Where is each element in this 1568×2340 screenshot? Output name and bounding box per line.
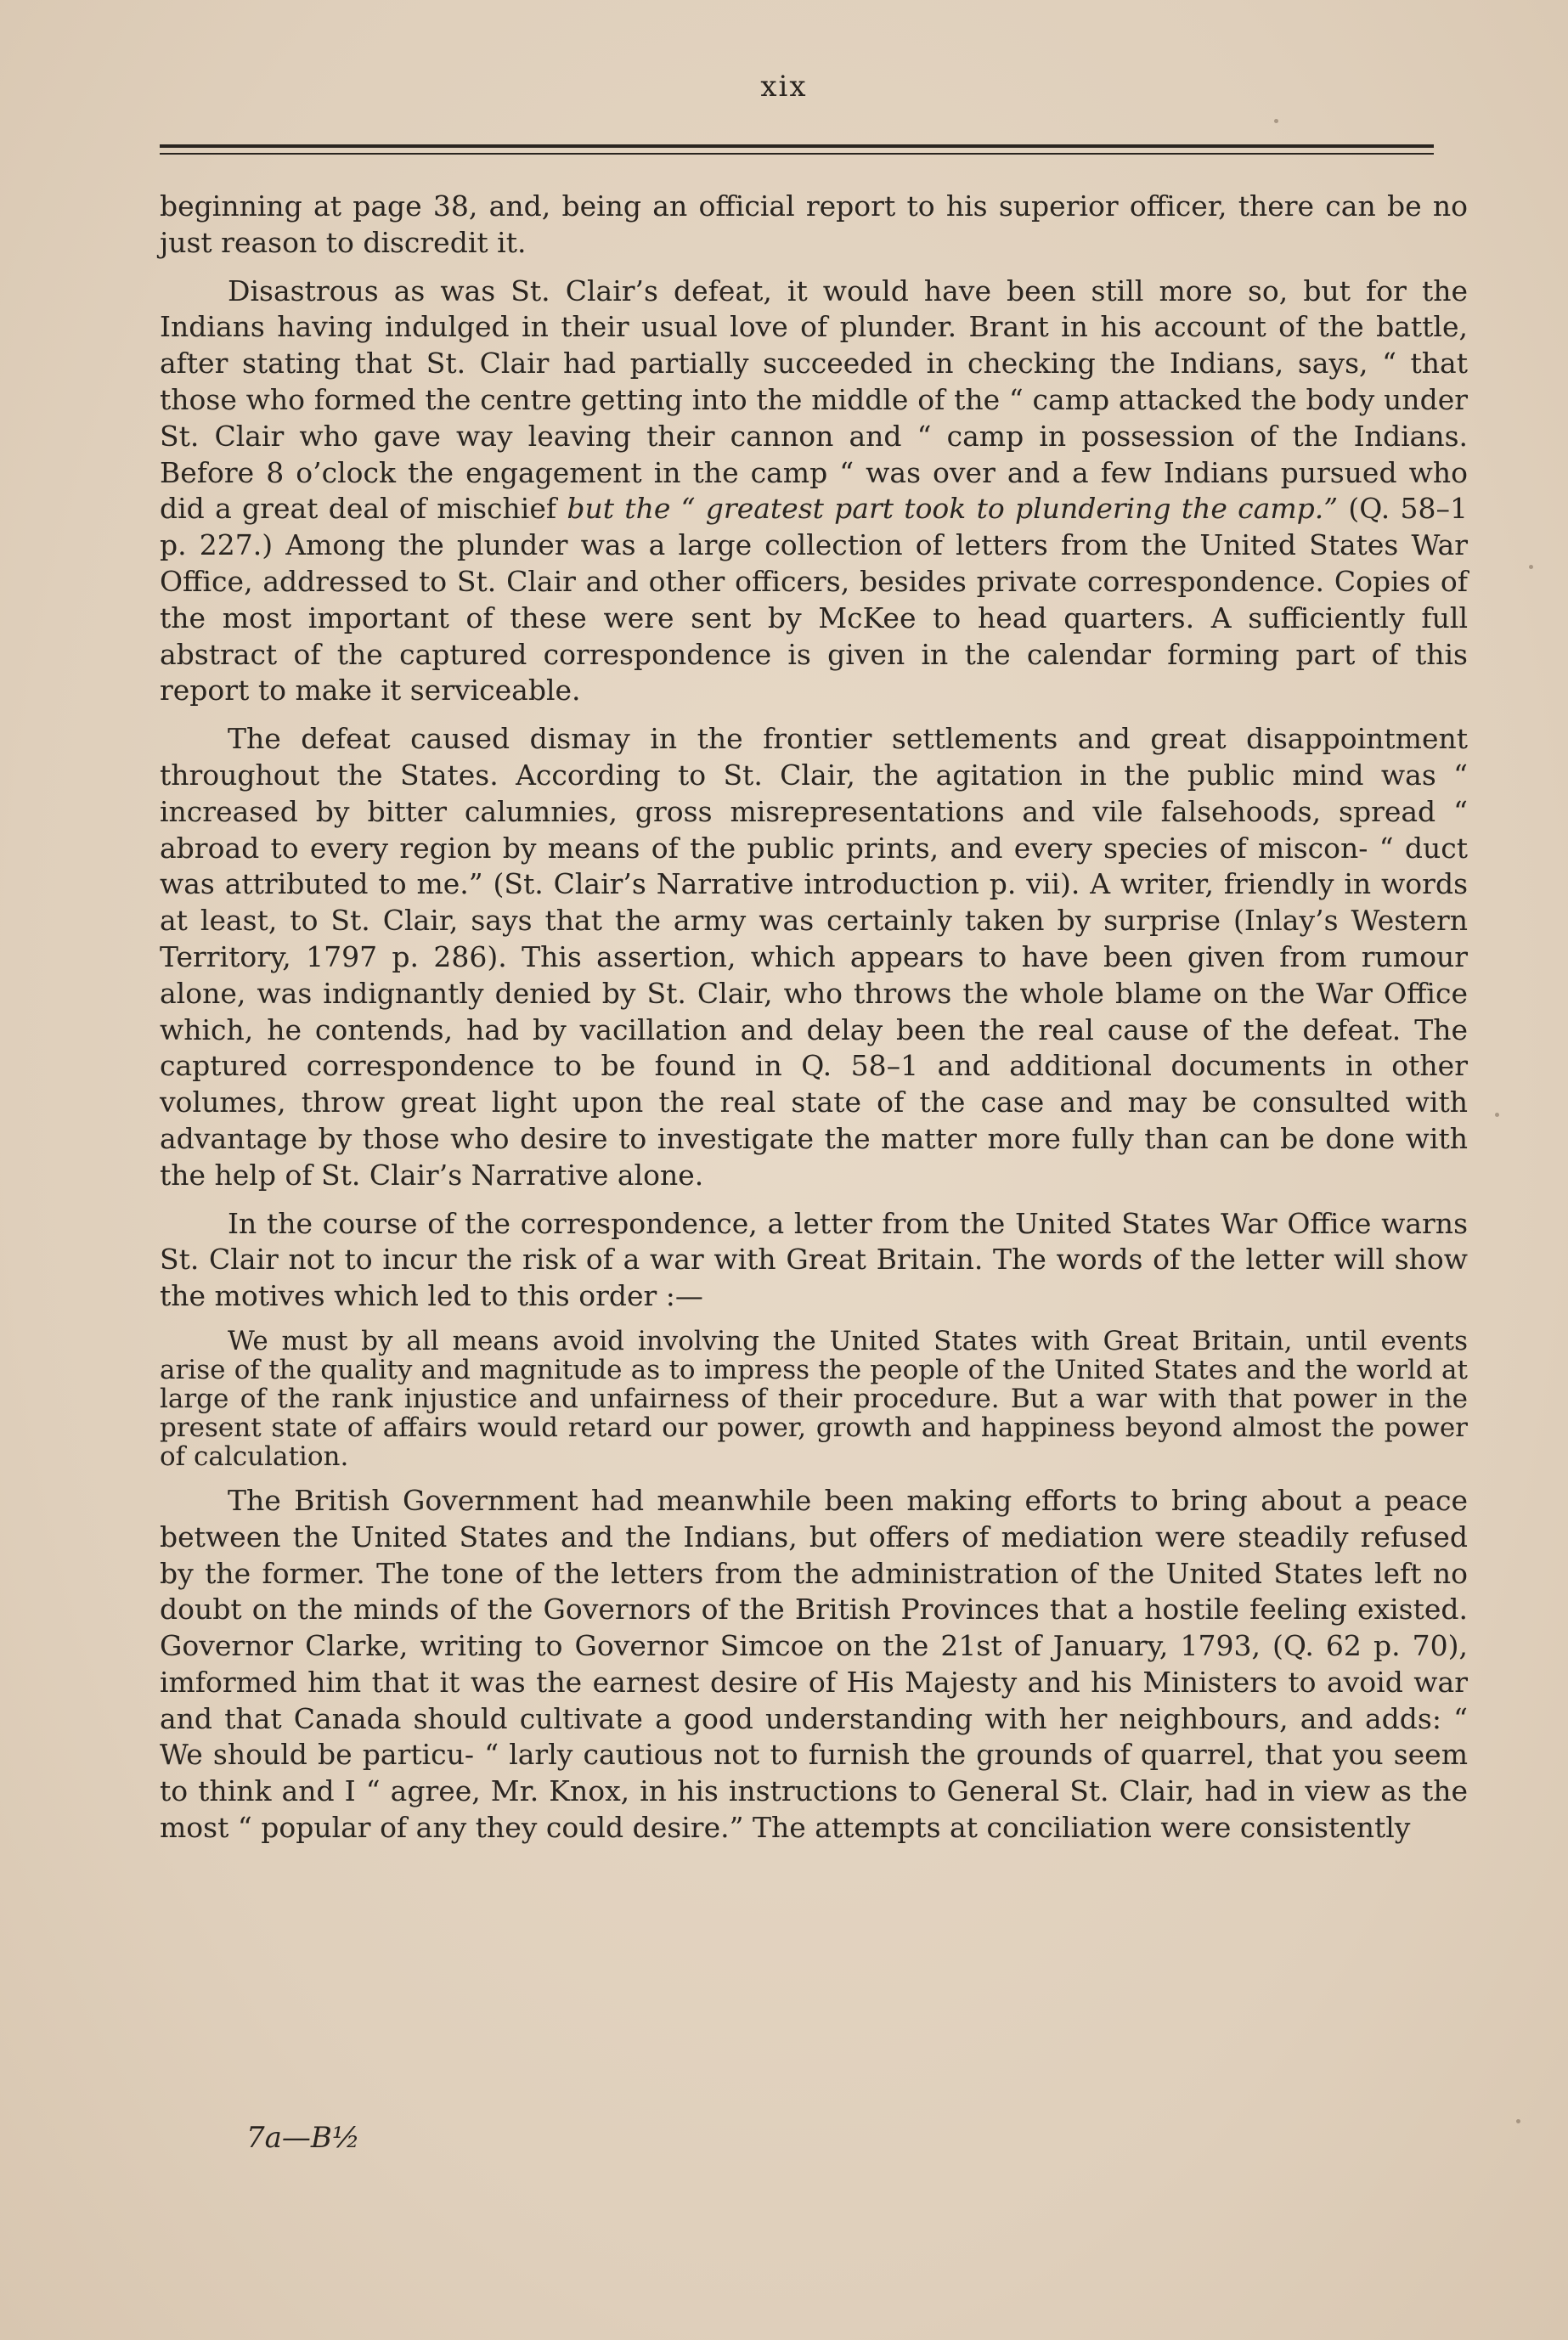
paper-speck: [1529, 565, 1533, 569]
page-number: xix: [760, 70, 808, 104]
header-rule-thick: [160, 144, 1434, 148]
paragraph-2-main: Disastrous as was St. Clair’s defeat, it would have been still more so, but for the Indians having indulged in their usual love of plunder. Brant in his account of the battle, after stating that St. Clair had partially succeeded in checking the Indians, says, “ that those who formed the centre getting into the middle of the “ camp attacked the body under St. Clair who gave way leaving their cannon and “ camp in possession of the Indians. Before 8 o’clock the engagement in the camp “ was over and a few Indians pursued who did a great deal of mischief: [160, 273, 1468, 526]
paragraph-1: beginning at page 38, and, being an official report to his superior officer, there can be no just reason to discredit it.: [160, 189, 1468, 259]
paragraph-4: In the course of the correspondence, a letter from the United States War Office warns St. Clair not to incur the risk of a war with Great Britain. The words of the letter will show the motives which led to this order :—: [160, 1206, 1468, 1313]
signature-mark: 7a—B½: [246, 2121, 360, 2155]
paragraph-2-italic-quote: but the “ greatest part took to plundering the camp.”: [567, 492, 1339, 526]
paragraph-3: The defeat caused dismay in the frontier settlements and great disappointment throughout the States. According to St. Clair, the agitation in the public mind was “ increased by bitter calumnies, gross misrepresentations and vile falsehoods, spread “ abroad to every region by means of the public prints, and every species of miscon- “ duct was attributed to me.” (St. Clair’s Narrative introduction p. vii). A writer, friendly in words at least, to St. Clair, says that the army was certainly taken by surprise (Inlay’s Western Territory, 1797 p. 286). This assertion, which appears to have been given from rumour alone, was indignantly denied by St. Clair, who throws the whole blame on the War Office which, he contends, had by vacillation and delay been the real cause of the defeat. The captured correspondence to be found in Q. 58–1 and additional documents in other volumes, throw great light upon the real state of the case and may be consulted with advantage by those who desire to investigate the matter more fully than can be done with the help of St. Clair’s Narrative alone.: [160, 722, 1468, 1192]
block-quote: We must by all means avoid involving the United States with Great Britain, until events arise of the quality and magnitude as to impress the people of the United States and the world at large of the rank injustice and unfairness of their procedure. But a war with that power in the present state of affairs would retard our power, growth and happiness beyond almost the power of calculation.: [160, 1325, 1468, 1472]
paper-speck: [1274, 119, 1278, 123]
body-text: [160, 189, 1468, 1847]
paragraph-2: [160, 273, 1468, 710]
paragraph-2-tail: (Q. 58–1 p. 227.) Among the plunder was a large collection of letters from the United States War Office, addressed to St. Clair and other officers, besides private correspondence. Copies of the most important of these were sent by McKee to head quarters. A sufficiently full abstract of the captured correspondence is given in the calendar forming part of this report to make it serviceable.: [160, 492, 1468, 708]
paper-speck: [1495, 1113, 1499, 1117]
paragraph-5: The British Government had meanwhile been making efforts to bring about a peace between the United States and the Indians, but offers of mediation were steadily refused by the former. The tone of the letters from the administration of the United States left no doubt on the minds of the Governors of the British Provinces that a hostile feeling existed. Governor Clarke, writing to Governor Simcoe on the 21st of January, 1793, (Q. 62 p. 70), imformed him that it was the earnest desire of His Majesty and his Ministers to avoid war and that Canada should cultivate a good understanding with her neighbours, and adds: “ We should be particu- “ larly cautious not to furnish the grounds of quarrel, that you seem to think and I “ agree, Mr. Knox, in his instructions to General St. Clair, had in view as the most “ popular of any they could desire.” The attempts at conciliation were consistently: [160, 1483, 1468, 1845]
header-rule-thin: [160, 153, 1434, 155]
paper-speck: [1516, 2119, 1520, 2123]
